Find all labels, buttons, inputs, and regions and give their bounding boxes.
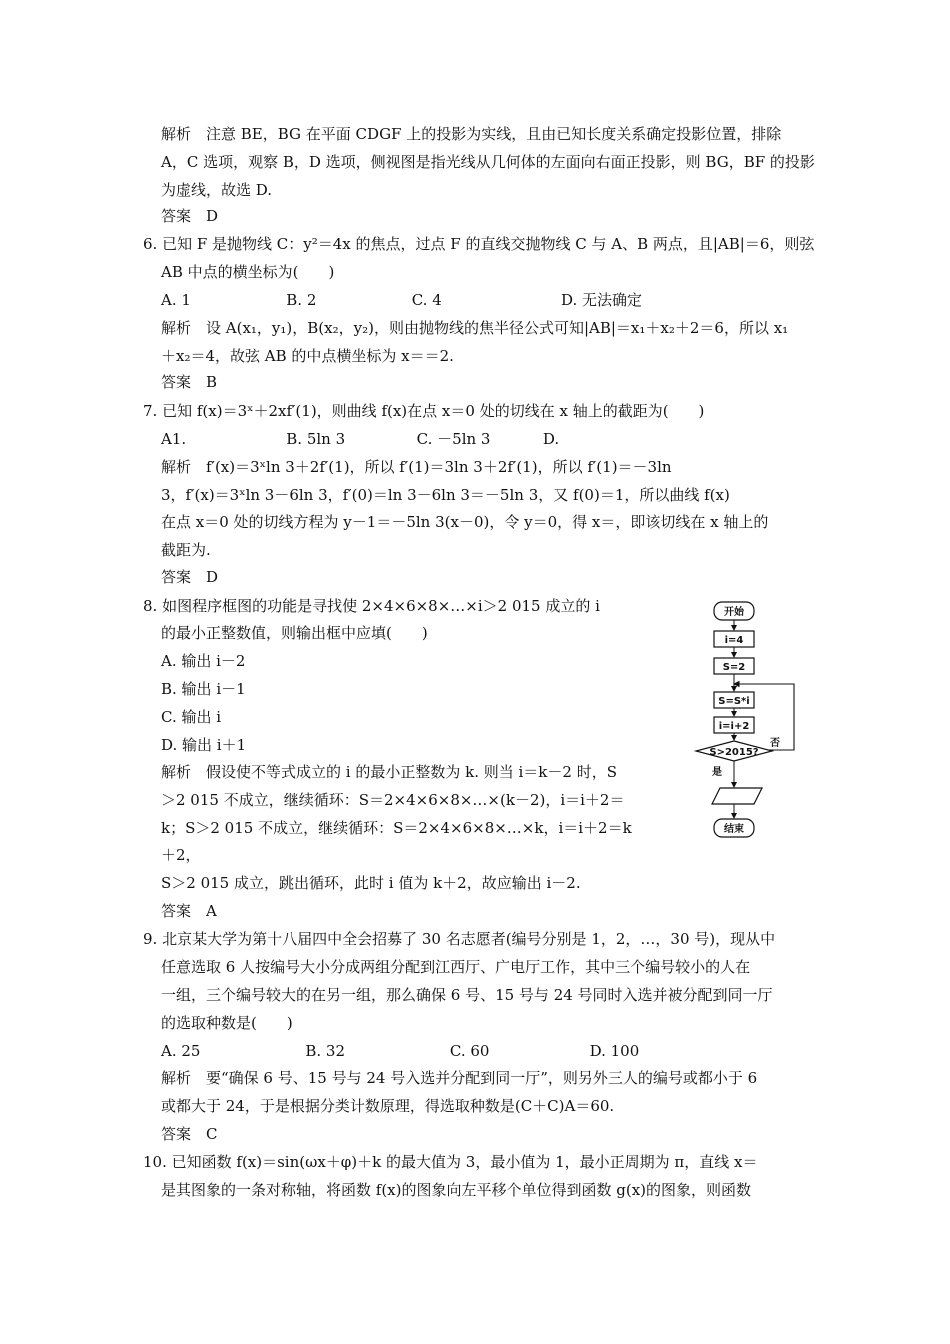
flowchart-svg [690,598,810,848]
text-line: 10. 已知函数 f(x)＝sin(ωx＋φ)＋k 的最大值为 3，最小值为 1，最小正周期为 π，直线 x＝ [143,1153,758,1171]
text-line: 解析 设 A(x₁，y₁)，B(x₂，y₂)，则由抛物线的焦半径公式可知|AB|＝x₁＋x₂＋2＝6，所以 x₁ [161,319,789,337]
text-line: 的最小正整数值，则输出框中应填( ) [161,624,428,642]
text-line: AB 中点的横坐标为( ) [161,263,335,281]
condition-label: S>2015? [709,747,759,758]
text-line: 8. 如图程序框图的功能是寻找使 2×4×6×8×…×i＞2 015 成立的 i [143,597,600,615]
program-flowchart [690,598,810,848]
text-line: A，C 选项，观察 B，D 选项，侧视图是指光线从几何体的左面向右面正投影，则 BG，BF 的投影 [161,153,815,171]
text-line: A. 1 B. 2 C. 4 D. 无法确定 [161,291,642,309]
init-i-label: i=4 [724,635,744,646]
assign-s-label: S=S*i [718,696,750,707]
start-label: 开始 [724,607,744,618]
text-line: C. 输出 i [161,708,222,726]
text-line: ＋2， [161,846,201,864]
no-label: 否 [770,738,780,749]
text-line: A. 输出 i－2 [161,652,246,670]
text-line: 答案 C [161,1125,218,1143]
text-line: 是其图象的一条对称轴，将函数 f(x)的图象向左平移个单位得到函数 g(x)的图象，则函数 [161,1181,752,1199]
text-line: 任意选取 6 人按编号大小分成两组分配到江西厅、广电厅工作，其中三个编号较小的人在 [161,958,751,976]
text-line: 为虚线，故选 D. [161,181,273,199]
text-line: 的选取种数是( ) [161,1014,293,1032]
text-line: 9. 北京某大学为第十八届四中全会招募了 30 名志愿者(编号分别是 1，2，…，30 号)，现从中 [143,930,776,948]
text-line: 解析 假设使不等式成立的 i 的最小正整数为 k. 则当 i＝k－2 时，S [161,763,617,781]
text-line: 答案 D [161,207,219,225]
text-line: 或都大于 24，于是根据分类计数原理，得选取种数是(C＋C)A＝60. [161,1097,615,1115]
text-line: 解析 注意 BE，BG 在平面 CDGF 上的投影为实线，且由已知长度关系确定投影位置，排除 [161,125,782,143]
end-label: 结束 [724,824,744,835]
text-line: 一组，三个编号较大的在另一组，那么确保 6 号、15 号与 24 号同时入选并被分配到同一厅 [161,986,773,1004]
increment-label: i=i+2 [718,721,750,732]
text-line: 6. 已知 F 是抛物线 C：y²＝4x 的焦点，过点 F 的直线交抛物线 C 与 A、B 两点，且|AB|＝6，则弦 [143,235,815,253]
output-parallelogram [712,788,762,804]
text-line: 截距为. [161,541,211,559]
text-line: ＞2 015 不成立，继续循环：S＝2×4×6×8×…×(k－2)，i＝i＋2＝ [161,791,625,809]
text-line: 答案 D [161,568,219,586]
text-line: A. 25 B. 32 C. 60 D. 100 [161,1042,640,1060]
text-line: 在点 x＝0 处的切线方程为 y－1＝－5ln 3(x－0)，令 y＝0，得 x＝，即该切线在 x 轴上的 [161,513,769,531]
text-line: A1. B. 5ln 3 C. －5ln 3 D. [161,430,560,448]
text-line: 7. 已知 f(x)＝3ˣ＋2xf′(1)，则曲线 f(x)在点 x＝0 处的切线在 x 轴上的截距为( ) [143,402,705,420]
text-line: D. 输出 i＋1 [161,736,247,754]
text-line: B. 输出 i－1 [161,680,246,698]
text-line: 解析 要“确保 6 号、15 号与 24 号入选并分配到同一厅”，则另外三人的编号或都小于 6 [161,1069,758,1087]
init-s-label: S=2 [722,662,746,673]
text-line: 答案 B [161,373,218,391]
text-line: k；S＞2 015 不成立，继续循环：S＝2×4×6×8×…×k，i＝i＋2＝k [161,819,632,837]
text-line: 3，f′(x)＝3ˣln 3－6ln 3，f′(0)＝ln 3－6ln 3＝－5ln 3，又 f(0)＝1，所以曲线 f(x) [161,486,730,504]
text-line: 解析 f′(x)＝3ˣln 3＋2f′(1)，所以 f′(1)＝3ln 3＋2f′(1)，所以 f′(1)＝－3ln [161,458,672,476]
text-line: ＋x₂＝4，故弦 AB 的中点横坐标为 x＝＝2. [161,347,454,365]
text-line: 答案 A [161,902,217,920]
text-line: S＞2 015 成立，跳出循环，此时 i 值为 k＋2，故应输出 i－2. [161,874,581,892]
yes-label: 是 [712,767,722,778]
